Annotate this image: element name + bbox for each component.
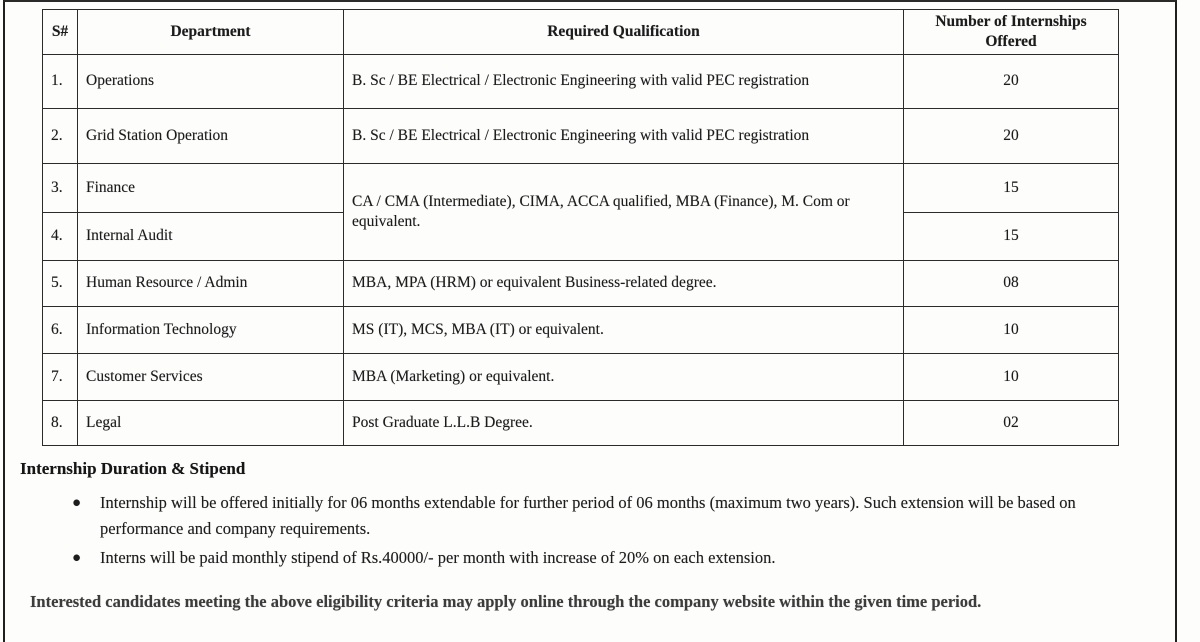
bullet-icon: ● (72, 550, 82, 566)
cell-department: Grid Station Operation (78, 108, 344, 163)
cell-qualification: B. Sc / BE Electrical / Electronic Engineering with valid PEC registration (344, 108, 904, 163)
table-row (43, 163, 1119, 212)
table-row (43, 108, 1119, 163)
cell-department: Operations (78, 54, 344, 108)
cell-serial-number: 5. (43, 260, 78, 306)
bullet-text: Interns will be paid monthly stipend of Rs.40000/- per month with increase of 20% on each extension. (100, 548, 776, 567)
bullet-item-stipend (72, 545, 1140, 571)
table-body (43, 54, 1119, 445)
header-sno: S# (43, 10, 78, 55)
table-row (43, 260, 1119, 306)
header-qualification: Required Qualification (344, 10, 904, 55)
cell-qualification: MBA (Marketing) or equivalent. (344, 353, 904, 400)
cell-department: Human Resource / Admin (78, 260, 344, 306)
cell-serial-number: 4. (43, 212, 78, 260)
cell-internship-count: 08 (904, 260, 1119, 306)
cell-serial-number: 3. (43, 163, 78, 212)
cell-qualification: CA / CMA (Intermediate), CIMA, ACCA qualified, MBA (Finance), M. Com or equivalent. (344, 163, 904, 260)
internship-table (42, 9, 1119, 446)
cell-qualification: MS (IT), MCS, MBA (IT) or equivalent. (344, 306, 904, 353)
cell-serial-number: 7. (43, 353, 78, 400)
cell-serial-number: 1. (43, 54, 78, 108)
cell-department: Finance (78, 163, 344, 212)
cell-serial-number: 2. (43, 108, 78, 163)
table-header-row (43, 10, 1119, 55)
table-row (43, 353, 1119, 400)
cell-serial-number: 6. (43, 306, 78, 353)
header-count: Number of Internships Offered (904, 10, 1119, 55)
cell-serial-number: 8. (43, 400, 78, 445)
cell-qualification: MBA, MPA (HRM) or equivalent Business-related degree. (344, 260, 904, 306)
cell-internship-count: 10 (904, 306, 1119, 353)
bullet-icon: ● (72, 495, 82, 511)
cell-department: Customer Services (78, 353, 344, 400)
cell-qualification: B. Sc / BE Electrical / Electronic Engineering with valid PEC registration (344, 54, 904, 108)
table-row (43, 54, 1119, 108)
header-department: Department (78, 10, 344, 55)
cell-internship-count: 15 (904, 212, 1119, 260)
cell-internship-count: 20 (904, 108, 1119, 163)
cell-department: Information Technology (78, 306, 344, 353)
cell-qualification: Post Graduate L.L.B Degree. (344, 400, 904, 445)
cell-internship-count: 20 (904, 54, 1119, 108)
cell-department: Internal Audit (78, 212, 344, 260)
section-heading: Internship Duration & Stipend (20, 459, 246, 478)
cell-internship-count: 02 (904, 400, 1119, 445)
clipped-bottom-line: Interested candidates meeting the above eligibility criteria may apply online through the company website within the given time period. (30, 592, 982, 611)
bullet-item-duration (72, 490, 1140, 542)
cell-internship-count: 10 (904, 353, 1119, 400)
table-row (43, 306, 1119, 353)
bullet-text: Internship will be offered initially for 06 months extendable for further period of 06 months (maximum two years). Such extension will be based on performance and company requirements. (100, 493, 1076, 538)
cell-department: Legal (78, 400, 344, 445)
cell-internship-count: 15 (904, 163, 1119, 212)
table-row (43, 400, 1119, 445)
